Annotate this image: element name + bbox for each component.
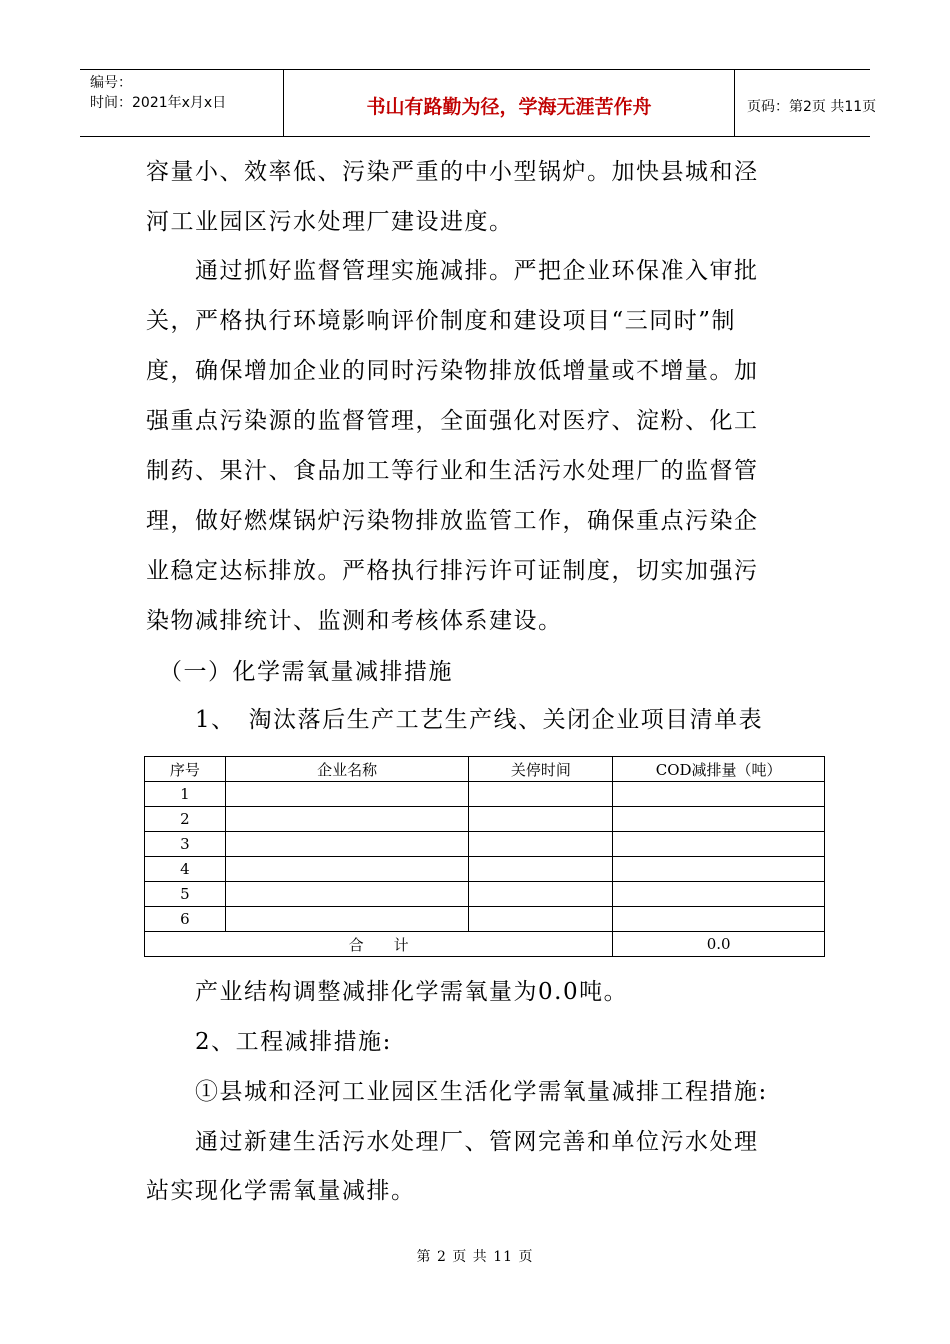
page-header (80, 69, 877, 137)
header-cell-company: 企业名称 (225, 757, 469, 782)
table-header-row (145, 757, 825, 782)
total-value-cell: 0.0 (613, 932, 825, 957)
table-caption: 1、 淘汰落后生产工艺生产线、关闭企业项目清单表 (146, 707, 764, 733)
body-line: 业稳定达标排放。严格执行排污许可证制度，切实加强污 (146, 558, 759, 584)
company-cell (225, 782, 469, 807)
company-cell (225, 907, 469, 932)
enterprise-closure-table (144, 756, 825, 957)
company-cell (225, 857, 469, 882)
header-cell-cod: COD减排量（吨） (613, 757, 825, 782)
cod-cell (613, 832, 825, 857)
cod-cell (613, 782, 825, 807)
date-cell (469, 882, 613, 907)
body-line: 度，确保增加企业的同时污染物排放低增量或不增量。加 (146, 358, 759, 384)
date-cell (469, 907, 613, 932)
header-motto-cell (284, 70, 735, 136)
document-number-label: 编号： (90, 75, 132, 91)
header-page-number: 页码：第2页 共11页 (747, 99, 877, 115)
table-row (145, 807, 825, 832)
table-row (145, 857, 825, 882)
header-info-cell (80, 70, 284, 136)
page-footer: 第 2 页 共 11 页 (416, 1249, 534, 1265)
serial-cell: 5 (145, 882, 226, 907)
body-line: 产业结构调整减排化学需氧量为0.0吨。 (146, 979, 629, 1005)
serial-cell: 4 (145, 857, 226, 882)
body-line: 理，做好燃煤锅炉污染物排放监管工作，确保重点污染企 (146, 508, 759, 534)
section-heading: （一）化学需氧量减排措施 (146, 659, 453, 685)
cod-cell (613, 907, 825, 932)
header-cell-serial: 序号 (145, 757, 226, 782)
total-label-cell: 合 计 (145, 932, 613, 957)
date-cell (469, 782, 613, 807)
serial-cell: 3 (145, 832, 226, 857)
table-row (145, 882, 825, 907)
body-line: 制药、果汁、食品加工等行业和生活污水处理厂的监督管 (146, 458, 759, 484)
body-line: 容量小、效率低、污染严重的中小型锅炉。加快县城和泾 (146, 159, 759, 185)
document-time-label: 时间：2021年x月x日 (90, 95, 227, 111)
subsection-heading: ①县城和泾河工业园区生活化学需氧量减排工程措施: (146, 1079, 768, 1105)
body-line: 河工业园区污水处理厂建设进度。 (146, 209, 514, 235)
company-cell (225, 832, 469, 857)
company-cell (225, 882, 469, 907)
header-page-cell (735, 70, 877, 136)
table-row (145, 782, 825, 807)
body-line: 强重点污染源的监督管理，全面强化对医疗、淀粉、化工 (146, 408, 759, 434)
section-heading: 2、工程减排措施: (146, 1029, 392, 1055)
date-cell (469, 857, 613, 882)
body-line: 染物减排统计、监测和考核体系建设。 (146, 608, 563, 634)
date-cell (469, 832, 613, 857)
cod-cell (613, 807, 825, 832)
body-line: 关，严格执行环境影响评价制度和建设项目“三同时”制 (146, 308, 737, 334)
table-row (145, 907, 825, 932)
serial-cell: 1 (145, 782, 226, 807)
header-cell-closure-date: 关停时间 (469, 757, 613, 782)
date-cell (469, 807, 613, 832)
serial-cell: 6 (145, 907, 226, 932)
serial-cell: 2 (145, 807, 226, 832)
cod-cell (613, 882, 825, 907)
body-line: 通过新建生活污水处理厂、管网完善和单位污水处理 (146, 1129, 759, 1155)
header-motto: 书山有路勤为径，学海无涯苦作舟 (366, 96, 652, 118)
cod-cell (613, 857, 825, 882)
body-line: 站实现化学需氧量减排。 (146, 1178, 416, 1204)
table-total-row (145, 932, 825, 957)
table-row (145, 832, 825, 857)
body-line: 通过抓好监督管理实施减排。严把企业环保准入审批 (146, 258, 759, 284)
company-cell (225, 807, 469, 832)
